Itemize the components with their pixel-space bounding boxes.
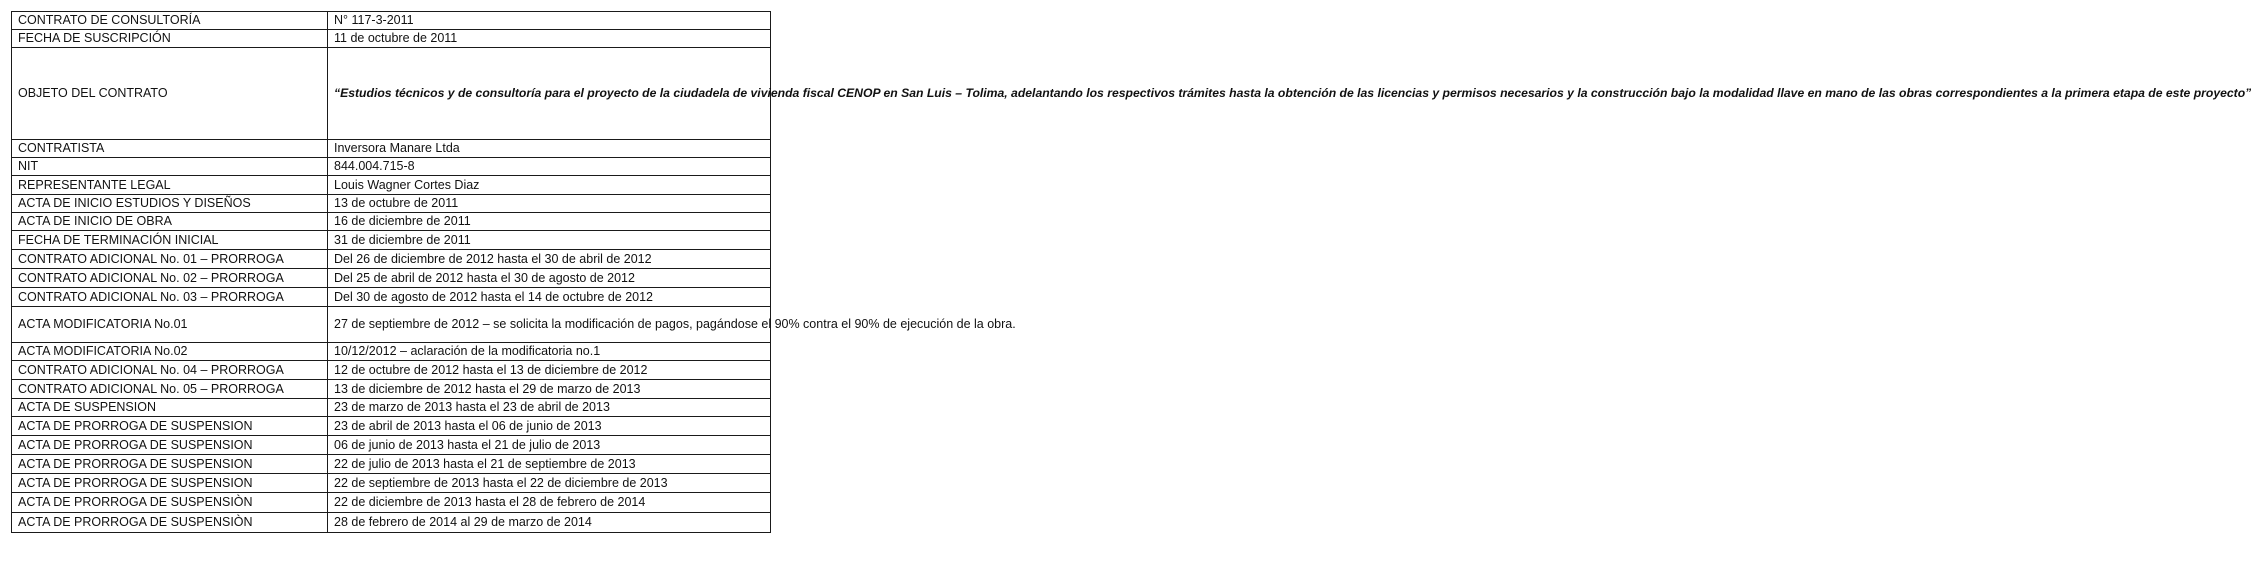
row-value: 12 de octubre de 2012 hasta el 13 de diciembre de 2012 xyxy=(328,361,771,380)
table-row xyxy=(12,250,771,269)
table-row xyxy=(12,380,771,399)
table-row xyxy=(12,399,771,417)
table-row xyxy=(12,158,771,176)
table-row xyxy=(12,176,771,195)
table-row xyxy=(12,48,771,140)
row-label: ACTA DE PRORROGA DE SUSPENSION xyxy=(12,436,328,455)
row-label: REPRESENTANTE LEGAL xyxy=(12,176,328,195)
row-value: 22 de diciembre de 2013 hasta el 28 de febrero de 2014 xyxy=(328,493,771,513)
row-label: CONTRATO DE CONSULTORÍA xyxy=(12,12,328,30)
row-value: 06 de junio de 2013 hasta el 21 de julio de 2013 xyxy=(328,436,771,455)
table-row xyxy=(12,12,771,30)
row-value: 11 de octubre de 2011 xyxy=(328,30,771,48)
row-label: ACTA DE INICIO ESTUDIOS Y DISEÑOS xyxy=(12,195,328,213)
table-row xyxy=(12,269,771,288)
row-label: ACTA DE PRORROGA DE SUSPENSIÒN xyxy=(12,513,328,533)
row-label: ACTA MODIFICATORIA No.02 xyxy=(12,343,328,361)
row-value: 13 de octubre de 2011 xyxy=(328,195,771,213)
row-label: CONTRATO ADICIONAL No. 04 – PRORROGA xyxy=(12,361,328,380)
row-label: CONTRATO ADICIONAL No. 01 – PRORROGA xyxy=(12,250,328,269)
row-label: ACTA DE SUSPENSION xyxy=(12,399,328,417)
row-label: OBJETO DEL CONTRATO xyxy=(12,48,328,140)
table-row xyxy=(12,288,771,307)
row-label: ACTA DE INICIO DE OBRA xyxy=(12,213,328,231)
table-row xyxy=(12,513,771,533)
row-value: Inversora Manare Ltda xyxy=(328,140,771,158)
row-label: ACTA DE PRORROGA DE SUSPENSIÒN xyxy=(12,493,328,513)
row-label: CONTRATISTA xyxy=(12,140,328,158)
table-row xyxy=(12,455,771,474)
row-label: ACTA DE PRORROGA DE SUSPENSION xyxy=(12,455,328,474)
row-value: 23 de marzo de 2013 hasta el 23 de abril de 2013 xyxy=(328,399,771,417)
row-label: CONTRATO ADICIONAL No. 03 – PRORROGA xyxy=(12,288,328,307)
row-value: 31 de diciembre de 2011 xyxy=(328,231,771,250)
row-label: FECHA DE TERMINACIÓN INICIAL xyxy=(12,231,328,250)
row-label: FECHA DE SUSCRIPCIÓN xyxy=(12,30,328,48)
row-value: Del 30 de agosto de 2012 hasta el 14 de octubre de 2012 xyxy=(328,288,771,307)
row-value: N° 117-3-2011 xyxy=(328,12,771,30)
row-value: 844.004.715-8 xyxy=(328,158,771,176)
row-label: NIT xyxy=(12,158,328,176)
contract-object-text: “Estudios técnicos y de consultoría para el proyecto de la ciudadela de vivienda fiscal CENOP en San Luis – Tolima, adelantando los respectivos trámites hasta la obtención de las licencias y permisos necesarios y la construcción bajo la modalidad llave en mano de las obras correspondientes a la primera etapa de este proyecto” xyxy=(328,48,771,140)
table-row xyxy=(12,195,771,213)
table-row xyxy=(12,436,771,455)
row-label: ACTA DE PRORROGA DE SUSPENSION xyxy=(12,474,328,493)
table-row xyxy=(12,474,771,493)
row-value: 10/12/2012 – aclaración de la modificatoria no.1 xyxy=(328,343,771,361)
row-value: 22 de julio de 2013 hasta el 21 de septiembre de 2013 xyxy=(328,455,771,474)
row-value: 13 de diciembre de 2012 hasta el 29 de marzo de 2013 xyxy=(328,380,771,399)
table-row xyxy=(12,30,771,48)
row-value: 16 de diciembre de 2011 xyxy=(328,213,771,231)
table-row xyxy=(12,140,771,158)
row-value: 27 de septiembre de 2012 – se solicita la modificación de pagos, pagándose el 90% contra el 90% de ejecución de la obra. xyxy=(328,307,771,343)
row-label: ACTA DE PRORROGA DE SUSPENSION xyxy=(12,417,328,436)
table-row xyxy=(12,417,771,436)
table-row xyxy=(12,493,771,513)
table-row xyxy=(12,231,771,250)
row-label: CONTRATO ADICIONAL No. 02 – PRORROGA xyxy=(12,269,328,288)
row-value: Louis Wagner Cortes Diaz xyxy=(328,176,771,195)
table-row xyxy=(12,213,771,231)
row-label: CONTRATO ADICIONAL No. 05 – PRORROGA xyxy=(12,380,328,399)
row-value: Del 26 de diciembre de 2012 hasta el 30 de abril de 2012 xyxy=(328,250,771,269)
table-row xyxy=(12,307,771,343)
contract-table xyxy=(11,11,2251,533)
row-value: 22 de septiembre de 2013 hasta el 22 de diciembre de 2013 xyxy=(328,474,771,493)
table-row xyxy=(12,343,771,361)
row-value: Del 25 de abril de 2012 hasta el 30 de agosto de 2012 xyxy=(328,269,771,288)
table-row xyxy=(12,361,771,380)
row-label: ACTA MODIFICATORIA No.01 xyxy=(12,307,328,343)
row-value: 28 de febrero de 2014 al 29 de marzo de 2014 xyxy=(328,513,771,533)
row-value: 23 de abril de 2013 hasta el 06 de junio de 2013 xyxy=(328,417,771,436)
